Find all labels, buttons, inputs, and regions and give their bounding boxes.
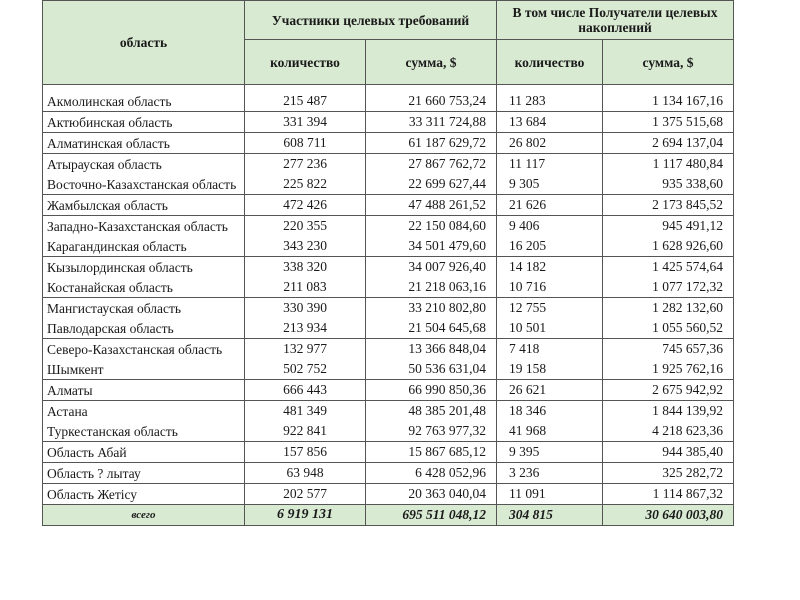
table-row [43, 195, 734, 216]
table-row [43, 463, 734, 484]
region-name-cell: Кызылординская область [43, 257, 245, 278]
region-name-cell: Шымкент [43, 359, 245, 380]
total-participants-qty: 6 919 131 [245, 505, 366, 526]
participants-sum-cell: 22 150 084,60 [366, 216, 497, 237]
participants-qty-cell: 225 822 [245, 174, 366, 195]
region-name-cell: Область Абай [43, 442, 245, 463]
recipients-qty-cell: 16 205 [497, 236, 603, 257]
recipients-sum-cell: 2 694 137,04 [603, 133, 734, 154]
recipients-sum-cell: 2 173 845,52 [603, 195, 734, 216]
recipients-sum-cell: 4 218 623,36 [603, 421, 734, 442]
participants-sum-cell: 66 990 850,36 [366, 380, 497, 401]
total-recipients-sum: 30 640 003,80 [603, 505, 734, 526]
table-row [43, 421, 734, 442]
participants-qty-cell: 666 443 [245, 380, 366, 401]
participants-qty-cell: 202 577 [245, 484, 366, 505]
region-name-cell: Северо-Казахстанская область [43, 339, 245, 360]
header-qty-2: количество [497, 40, 603, 85]
recipients-qty-cell: 21 626 [497, 195, 603, 216]
table-row [43, 257, 734, 278]
table-row [43, 359, 734, 380]
recipients-sum-cell: 944 385,40 [603, 442, 734, 463]
participants-sum-cell: 13 366 848,04 [366, 339, 497, 360]
recipients-qty-cell: 26 802 [497, 133, 603, 154]
recipients-sum-cell: 1 282 132,60 [603, 298, 734, 319]
regional-accumulations-table [42, 0, 734, 526]
recipients-qty-cell: 13 684 [497, 112, 603, 133]
region-name-cell: Актюбинская область [43, 112, 245, 133]
participants-qty-cell: 330 390 [245, 298, 366, 319]
table-row [43, 154, 734, 175]
table-row [43, 236, 734, 257]
total-recipients-qty: 304 815 [497, 505, 603, 526]
participants-qty-cell: 132 977 [245, 339, 366, 360]
recipients-qty-cell: 3 236 [497, 463, 603, 484]
table-row [43, 85, 734, 112]
region-name-cell: Туркестанская область [43, 421, 245, 442]
participants-qty-cell: 502 752 [245, 359, 366, 380]
region-name-cell: Павлодарская область [43, 318, 245, 339]
table-row [43, 298, 734, 319]
recipients-sum-cell: 945 491,12 [603, 216, 734, 237]
table-header [43, 1, 734, 85]
recipients-qty-cell: 12 755 [497, 298, 603, 319]
recipients-qty-cell: 41 968 [497, 421, 603, 442]
recipients-sum-cell: 1 628 926,60 [603, 236, 734, 257]
table-row [43, 401, 734, 422]
table-row [43, 339, 734, 360]
recipients-qty-cell: 19 158 [497, 359, 603, 380]
table-row [43, 174, 734, 195]
recipients-sum-cell: 1 925 762,16 [603, 359, 734, 380]
participants-sum-cell: 61 187 629,72 [366, 133, 497, 154]
region-name-cell: Акмолинская область [43, 85, 245, 112]
participants-qty-cell: 157 856 [245, 442, 366, 463]
recipients-sum-cell: 1 114 867,32 [603, 484, 734, 505]
data-table-wrapper [42, 0, 734, 526]
table-row [43, 318, 734, 339]
participants-sum-cell: 21 660 753,24 [366, 85, 497, 112]
table-row [43, 277, 734, 298]
header-qty-1: количество [245, 40, 366, 85]
participants-sum-cell: 6 428 052,96 [366, 463, 497, 484]
table-row [43, 484, 734, 505]
total-participants-sum: 695 511 048,12 [366, 505, 497, 526]
recipients-qty-cell: 9 305 [497, 174, 603, 195]
recipients-qty-cell: 10 716 [497, 277, 603, 298]
recipients-qty-cell: 9 395 [497, 442, 603, 463]
recipients-qty-cell: 7 418 [497, 339, 603, 360]
participants-sum-cell: 21 504 645,68 [366, 318, 497, 339]
participants-sum-cell: 27 867 762,72 [366, 154, 497, 175]
region-name-cell: Западно-Казахстанская область [43, 216, 245, 237]
recipients-qty-cell: 14 182 [497, 257, 603, 278]
participants-qty-cell: 481 349 [245, 401, 366, 422]
participants-qty-cell: 922 841 [245, 421, 366, 442]
table-row [43, 112, 734, 133]
header-group-participants: Участники целевых требований [245, 1, 497, 40]
participants-sum-cell: 34 007 926,40 [366, 257, 497, 278]
participants-sum-cell: 15 867 685,12 [366, 442, 497, 463]
participants-qty-cell: 331 394 [245, 112, 366, 133]
recipients-sum-cell: 325 282,72 [603, 463, 734, 484]
recipients-sum-cell: 1 425 574,64 [603, 257, 734, 278]
region-name-cell: Костанайская область [43, 277, 245, 298]
recipients-qty-cell: 26 621 [497, 380, 603, 401]
region-name-cell: Астана [43, 401, 245, 422]
participants-sum-cell: 34 501 479,60 [366, 236, 497, 257]
participants-sum-cell: 47 488 261,52 [366, 195, 497, 216]
recipients-qty-cell: 18 346 [497, 401, 603, 422]
header-group-recipients: В том числе Получатели целевых накоплений [497, 1, 734, 40]
participants-sum-cell: 21 218 063,16 [366, 277, 497, 298]
recipients-sum-cell: 1 844 139,92 [603, 401, 734, 422]
participants-qty-cell: 277 236 [245, 154, 366, 175]
participants-sum-cell: 50 536 631,04 [366, 359, 497, 380]
region-name-cell: Карагандинская область [43, 236, 245, 257]
participants-qty-cell: 220 355 [245, 216, 366, 237]
region-name-cell: Область Жетісу [43, 484, 245, 505]
participants-sum-cell: 92 763 977,32 [366, 421, 497, 442]
recipients-qty-cell: 11 283 [497, 85, 603, 112]
region-name-cell: Атырауская область [43, 154, 245, 175]
participants-sum-cell: 22 699 627,44 [366, 174, 497, 195]
participants-qty-cell: 213 934 [245, 318, 366, 339]
header-region: область [43, 1, 245, 85]
recipients-sum-cell: 935 338,60 [603, 174, 734, 195]
participants-qty-cell: 215 487 [245, 85, 366, 112]
recipients-qty-cell: 9 406 [497, 216, 603, 237]
participants-qty-cell: 343 230 [245, 236, 366, 257]
table-row [43, 216, 734, 237]
recipients-qty-cell: 11 117 [497, 154, 603, 175]
region-name-cell: Алматы [43, 380, 245, 401]
region-name-cell: Алматинская область [43, 133, 245, 154]
header-sum-2: сумма, $ [603, 40, 734, 85]
recipients-sum-cell: 2 675 942,92 [603, 380, 734, 401]
total-row [43, 505, 734, 526]
recipients-sum-cell: 1 077 172,32 [603, 277, 734, 298]
recipients-qty-cell: 11 091 [497, 484, 603, 505]
participants-sum-cell: 20 363 040,04 [366, 484, 497, 505]
region-name-cell: Восточно-Казахстанская область [43, 174, 245, 195]
total-label: всего [43, 505, 245, 526]
region-name-cell: Мангистауская область [43, 298, 245, 319]
recipients-sum-cell: 1 134 167,16 [603, 85, 734, 112]
region-name-cell: Область ? лытау [43, 463, 245, 484]
participants-sum-cell: 48 385 201,48 [366, 401, 497, 422]
participants-sum-cell: 33 210 802,80 [366, 298, 497, 319]
recipients-qty-cell: 10 501 [497, 318, 603, 339]
participants-qty-cell: 472 426 [245, 195, 366, 216]
participants-qty-cell: 338 320 [245, 257, 366, 278]
participants-sum-cell: 33 311 724,88 [366, 112, 497, 133]
recipients-sum-cell: 1 117 480,84 [603, 154, 734, 175]
recipients-sum-cell: 1 055 560,52 [603, 318, 734, 339]
participants-qty-cell: 63 948 [245, 463, 366, 484]
table-row [43, 442, 734, 463]
table-row [43, 133, 734, 154]
table-body [43, 85, 734, 526]
recipients-sum-cell: 745 657,36 [603, 339, 734, 360]
participants-qty-cell: 608 711 [245, 133, 366, 154]
header-sum-1: сумма, $ [366, 40, 497, 85]
region-name-cell: Жамбылская область [43, 195, 245, 216]
participants-qty-cell: 211 083 [245, 277, 366, 298]
recipients-sum-cell: 1 375 515,68 [603, 112, 734, 133]
table-row [43, 380, 734, 401]
